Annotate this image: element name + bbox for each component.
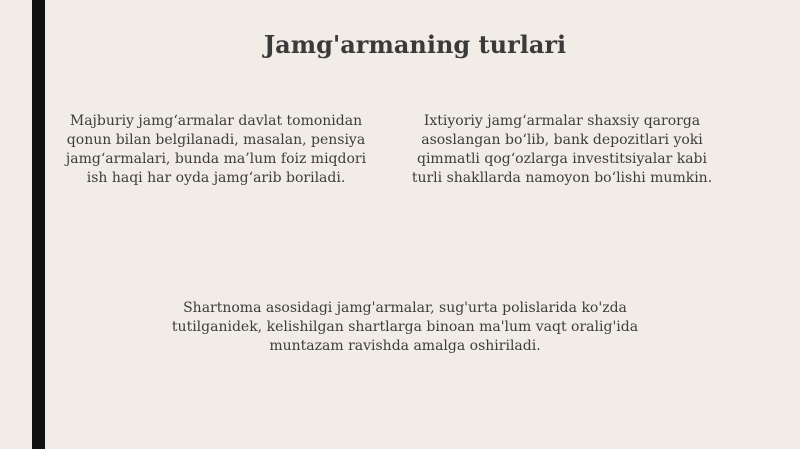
- paragraph-voluntary-savings: Ixtiyoriy jamg‘armalar shaxsiy qarorga asoslangan bo‘lib, bank depozitlari yoki qimmatli qog‘ozlarga investitsiyalar kabi turli shakllarda namoyon bo‘lishi mumkin.: [411, 113, 713, 186]
- left-accent-bar: [32, 0, 45, 449]
- slide-title: Jamg'armaning turlari: [263, 30, 567, 59]
- paragraph-contract-savings: Shartnoma asosidagi jamg'armalar, sug'urta polislarida ko'zda tutilganidek, kelishilgan shartlarga binoan ma'lum vaqt oralig'ida muntazam ravishda amalga oshiriladi.: [171, 300, 639, 354]
- paragraph-mandatory-savings: Majburiy jamg‘armalar davlat tomonidan qonun bilan belgilanadi, masalan, pensiya jamg‘armalari, bunda ma’lum foiz miqdori ish haqi har oyda jamg‘arib boriladi.: [65, 113, 367, 186]
